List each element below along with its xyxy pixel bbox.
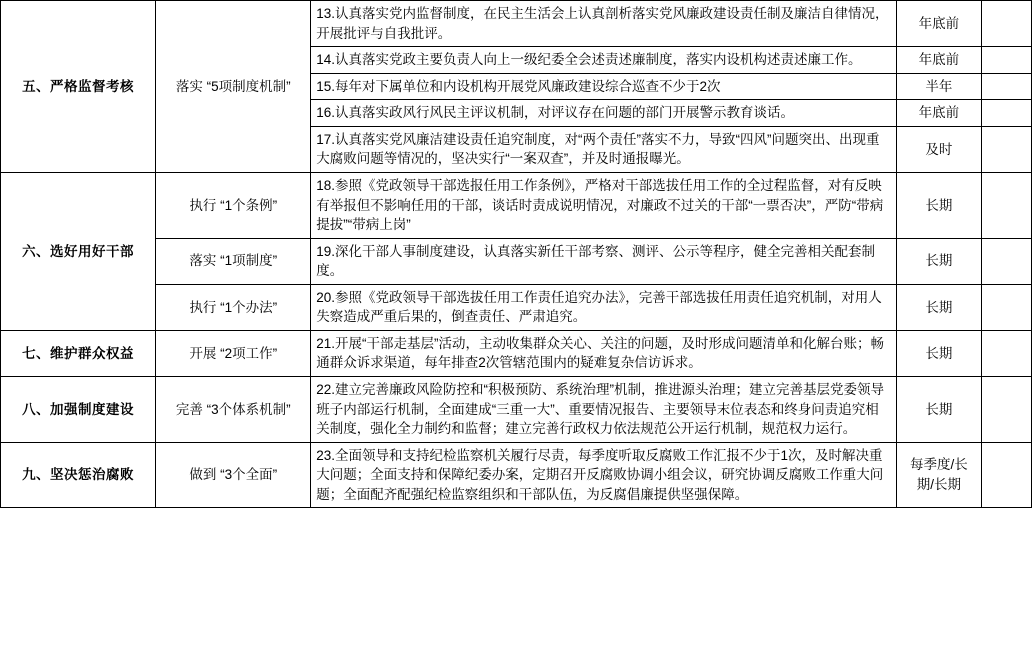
task-cell: 做到 “3个全面”: [156, 442, 311, 508]
note-cell: [981, 284, 1031, 330]
note-cell: [981, 126, 1031, 172]
note-cell: [981, 330, 1031, 376]
note-cell: [981, 377, 1031, 443]
item-cell: 15.每年对下属单位和内设机构开展党风廉政建设综合巡查不少于2次: [311, 73, 897, 100]
category-cell: 八、加强制度建设: [1, 377, 156, 443]
category-cell: 七、维护群众权益: [1, 330, 156, 376]
table-row: [1, 172, 1032, 238]
deadline-cell: 年底前: [896, 1, 981, 47]
deadline-cell: 每季度/长期/长期: [896, 442, 981, 508]
deadline-cell: 长期: [896, 238, 981, 284]
deadline-cell: 长期: [896, 330, 981, 376]
item-cell: 14.认真落实党政主要负责人向上一级纪委全会述责述廉制度，落实内设机构述责述廉工作。: [311, 47, 897, 74]
deadline-cell: 长期: [896, 172, 981, 238]
deadline-cell: 半年: [896, 73, 981, 100]
category-cell: 六、选好用好干部: [1, 172, 156, 330]
item-cell: 17.认真落实党风廉洁建设责任追究制度，对“两个责任”落实不力，导致“四风”问题突出、出现重大腐败问题等情况的，坚决实行“一案双查”，并及时通报曝光。: [311, 126, 897, 172]
item-cell: 16.认真落实政风行风民主评议机制，对评议存在问题的部门开展警示教育谈话。: [311, 100, 897, 127]
table-row: [1, 330, 1032, 376]
deadline-cell: 年底前: [896, 100, 981, 127]
item-cell: 21.开展“干部走基层”活动，主动收集群众关心、关注的问题，及时形成问题清单和化解台账；畅通群众诉求渠道，每年排查2次管辖范围内的疑难复杂信访诉求。: [311, 330, 897, 376]
task-cell: 开展 “2项工作”: [156, 330, 311, 376]
deadline-cell: 长期: [896, 377, 981, 443]
category-cell: 五、严格监督考核: [1, 1, 156, 173]
note-cell: [981, 1, 1031, 47]
note-cell: [981, 442, 1031, 508]
item-cell: 20.参照《党政领导干部选拔任用工作责任追究办法》，完善干部选拔任用责任追究机制，对用人失察造成严重后果的，倒查责任、严肃追究。: [311, 284, 897, 330]
task-cell: 落实 “5项制度机制”: [156, 1, 311, 173]
deadline-cell: 年底前: [896, 47, 981, 74]
task-cell: 完善 “3个体系机制”: [156, 377, 311, 443]
table-row: [1, 377, 1032, 443]
table-row: [1, 442, 1032, 508]
table-row: [1, 238, 1032, 284]
table-row: [1, 1, 1032, 47]
deadline-cell: 长期: [896, 284, 981, 330]
deadline-cell: 及时: [896, 126, 981, 172]
item-cell: 23.全面领导和支持纪检监察机关履行尽责，每季度听取反腐败工作汇报不少于1次，及时解决重大问题；全面支持和保障纪委办案，定期召开反腐败协调小组会议，研究协调反腐败工作重大问题；全面配齐配强纪检监察组织和干部队伍，为反腐倡廉提供坚强保障。: [311, 442, 897, 508]
note-cell: [981, 100, 1031, 127]
item-cell: 18.参照《党政领导干部选报任用工作条例》，严格对干部选拔任用工作的全过程监督，对有反映有举报但不影响任用的干部，谈话时责成说明情况，对廉政不过关的干部“一票否决”，严防“带病提拔”“带病上岗”: [311, 172, 897, 238]
item-cell: 13.认真落实党内监督制度，在民主生活会上认真剖析落实党风廉政建设责任制及廉洁自律情况，开展批评与自我批评。: [311, 1, 897, 47]
task-cell: 落实 “1项制度”: [156, 238, 311, 284]
item-cell: 22.建立完善廉政风险防控和“积极预防、系统治理”机制，推进源头治理；建立完善基层党委领导班子内部运行机制，全面建成“三重一大”、重要情况报告、主要领导末位表态和终身问责追究相关制度，强化全力制约和监督；建立完善行政权力依法规范公开运行机制，规范权力运行。: [311, 377, 897, 443]
task-cell: 执行 “1个条例”: [156, 172, 311, 238]
table-row: [1, 284, 1032, 330]
table-body: [1, 1, 1032, 508]
category-cell: 九、坚决惩治腐败: [1, 442, 156, 508]
task-cell: 执行 “1个办法”: [156, 284, 311, 330]
item-cell: 19.深化干部人事制度建设，认真落实新任干部考察、测评、公示等程序，健全完善相关配套制度。: [311, 238, 897, 284]
note-cell: [981, 47, 1031, 74]
note-cell: [981, 238, 1031, 284]
note-cell: [981, 172, 1031, 238]
note-cell: [981, 73, 1031, 100]
